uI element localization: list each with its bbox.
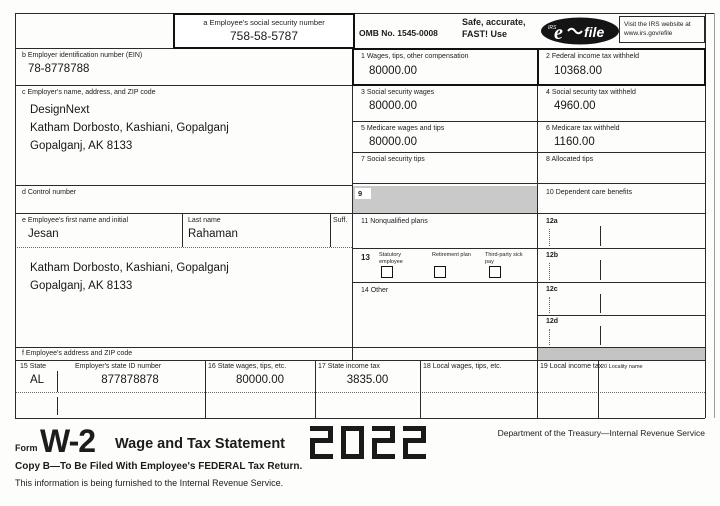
divider: [352, 183, 705, 184]
retirement-plan-label: Retirement plan: [432, 252, 471, 258]
state-income-tax-value: 3835.00: [346, 374, 389, 386]
divider: [15, 360, 705, 361]
state-id-value: 877878878: [101, 374, 159, 386]
divider: [57, 397, 58, 415]
employee-last-name: Rahaman: [188, 228, 238, 240]
divider: [15, 418, 705, 419]
code-separator: [600, 294, 601, 313]
code-separator: [600, 326, 601, 345]
box-8-label: 8 Allocated tips: [546, 156, 594, 163]
divider: [15, 185, 352, 186]
box-6-label: 6 Medicare tax withheld: [546, 125, 620, 132]
divider: [15, 247, 352, 248]
box-5-value: 80000.00: [369, 136, 417, 148]
divider: [15, 213, 705, 214]
employee-address-line1: Katham Dorbosto, Kashiani, Gopalganj: [30, 262, 229, 274]
box-20-label: 20 Locality name: [601, 364, 643, 370]
third-party-sickpay-checkbox[interactable]: [489, 266, 501, 278]
divider: [15, 392, 705, 393]
divider: [537, 48, 538, 418]
box-1-label: 1 Wages, tips, other compensation: [361, 53, 469, 60]
state-wages-value: 80000.00: [236, 374, 284, 386]
divider: [537, 315, 705, 316]
box-4-label: 4 Social security tax withheld: [546, 89, 636, 96]
box-4-value: 4960.00: [554, 100, 596, 112]
code-separator: [600, 226, 601, 246]
ssn-value: 758-58-5787: [229, 29, 299, 43]
retirement-plan-checkbox[interactable]: [434, 266, 446, 278]
box-f-label: f Employee's address and ZIP code: [22, 350, 133, 357]
box-15-label: 15 State: [20, 363, 47, 370]
divider: [352, 152, 705, 153]
divider: [205, 360, 206, 418]
svg-text:IRS: IRS: [548, 25, 557, 31]
box-2-label: 2 Federal income tax withheld: [546, 53, 639, 60]
box-6-value: 1160.00: [554, 136, 595, 148]
box-12c-label: 12c: [546, 286, 558, 293]
shaded-strip: [538, 348, 705, 360]
box-17-label: 17 State income tax: [318, 363, 380, 370]
box-3-label: 3 Social security wages: [361, 89, 435, 96]
efile-logo-icon: [540, 16, 620, 46]
divider: [15, 13, 16, 418]
form-number: W-2: [40, 423, 96, 459]
code-separator: [549, 329, 550, 345]
svg-text:file: file: [584, 24, 605, 40]
divider: [352, 121, 705, 122]
employer-name: DesignNext: [30, 104, 90, 116]
box-7-label: 7 Social security tips: [361, 156, 425, 163]
code-separator: [549, 229, 550, 246]
divider: [182, 213, 183, 247]
furnish-text: This information is being furnished to the Internal Revenue Service.: [15, 478, 284, 488]
box-e-label: e Employee's first name and initial: [22, 217, 128, 224]
divider: [537, 48, 539, 86]
last-name-label: Last name: [188, 217, 221, 224]
divider: [352, 282, 705, 283]
box-12d-label: 12d: [546, 318, 559, 325]
divider: [352, 248, 705, 249]
box-d-label: d Control number: [22, 189, 77, 196]
box-12a-label: 12a: [546, 218, 558, 225]
divider: [15, 13, 714, 14]
state-value: AL: [29, 374, 45, 386]
box-5-label: 5 Medicare wages and tips: [361, 125, 445, 132]
statutory-employee-checkbox[interactable]: [381, 266, 393, 278]
employee-first-name: Jesan: [28, 228, 59, 240]
box-12b-label: 12b: [546, 252, 559, 259]
year-digit: [310, 426, 333, 459]
box-11-label: 11 Nonqualified plans: [361, 218, 428, 225]
box-b-label: b Employer identification number (EIN): [22, 52, 143, 59]
omb-number: OMB No. 1545-0008: [359, 28, 438, 38]
box-9-label: 9: [355, 188, 371, 199]
box-18-label: 18 Local wages, tips, etc.: [423, 363, 502, 370]
year-digit: [372, 426, 395, 459]
employee-address-line2: Gopalganj, AK 8133: [30, 280, 133, 292]
box-1-value: 80000.00: [369, 65, 417, 77]
form-word: Form: [15, 443, 38, 453]
box-a-label: a Employee's social security number: [203, 18, 325, 27]
divider: [57, 371, 58, 392]
page-edge-line: [714, 13, 715, 418]
third-party-sickpay-label: Third-party sick pay: [485, 252, 523, 265]
form-title: Wage and Tax Statement: [115, 436, 286, 452]
safe-accurate-text: Safe, accurate, FAST! Use: [462, 17, 526, 39]
box-3-value: 80000.00: [369, 100, 417, 112]
visit-irs-note: Visit the IRS website at www.irs.gov/efile: [619, 16, 705, 43]
box-13-label: 13: [361, 253, 370, 262]
svg-text:e: e: [554, 22, 563, 44]
statutory-employee-label: Statutory employee: [379, 252, 403, 265]
box-14-label: 14 Other: [361, 287, 389, 294]
divider: [420, 360, 421, 418]
divider: [315, 360, 316, 418]
code-separator: [600, 260, 601, 280]
suffix-label: Suff.: [333, 217, 348, 224]
box-19-label: 19 Local income tax: [540, 363, 603, 370]
employer-address-line2: Gopalganj, AK 8133: [30, 140, 133, 152]
box-c-label: c Employer's name, address, and ZIP code: [22, 89, 156, 96]
state-id-label: Employer's state ID number: [75, 363, 162, 370]
copy-b-text: Copy B—To Be Filed With Employee's FEDERAL Tax Return.: [15, 461, 303, 472]
divider: [330, 213, 331, 247]
box-2-value: 10368.00: [554, 65, 602, 77]
department-text: Department of the Treasury—Internal Revenue Service: [497, 428, 705, 438]
box-9-shaded-area: [353, 186, 537, 213]
code-separator: [549, 297, 550, 313]
box-a-ssn: [173, 13, 355, 49]
ein-value: 78-8778788: [28, 63, 90, 75]
year-digit: [341, 426, 364, 459]
code-separator: [549, 263, 550, 280]
box-10-label: 10 Dependent care benefits: [546, 189, 633, 196]
box-16-label: 16 State wages, tips, etc.: [208, 363, 287, 370]
divider: [15, 85, 352, 86]
employer-address-line1: Katham Dorbosto, Kashiani, Gopalganj: [30, 122, 229, 134]
